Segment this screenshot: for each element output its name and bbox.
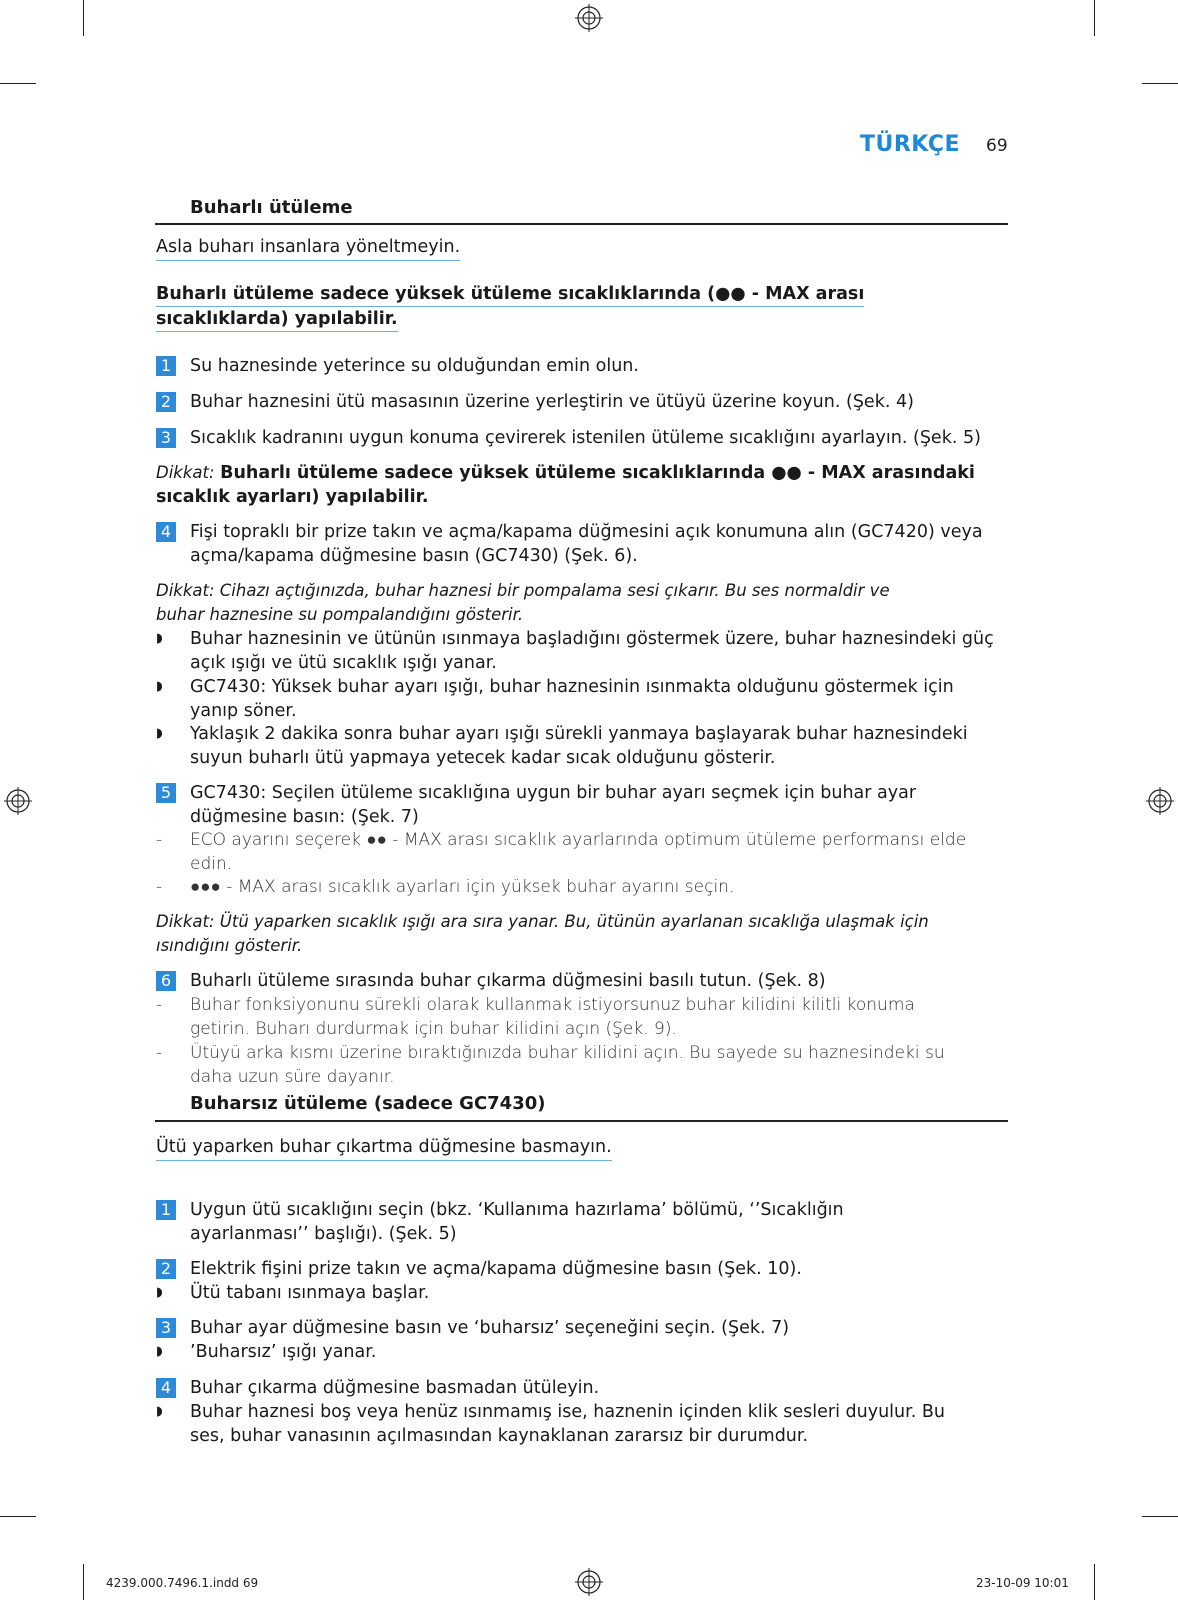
bullet-text: Yaklaşık 2 dakika sonra buhar ayarı ışığı sürekli yanmaya başlayarak buhar haznesindeki suyun buharlı ütü yapmaya yetecek kadar sıcak olduğunu gösterir. <box>190 724 968 768</box>
step-item <box>156 390 1008 414</box>
footer-date: 23-10-09 10:01 <box>976 1576 1069 1590</box>
triangle-bullet-icon: ◗ <box>156 679 163 694</box>
step-number: 1 <box>156 356 176 376</box>
step-item <box>156 1376 1008 1400</box>
language-heading: TÜRKÇE <box>860 132 961 157</box>
step-number: 2 <box>156 1259 176 1279</box>
step-number: 4 <box>156 1378 176 1398</box>
step-number: 4 <box>156 522 176 542</box>
crop-mark <box>0 1516 36 1517</box>
crop-mark <box>1094 1564 1095 1600</box>
crop-mark <box>1142 83 1178 84</box>
step-text: Buhar haznesini ütü masasının üzerine yerleştirin ve ütüyü üzerine koyun. (Şek. 4) <box>190 392 914 412</box>
bullet-text: Ütü tabanı ısınmaya başlar. <box>190 1283 430 1303</box>
step-item <box>156 781 986 829</box>
bullet-item <box>156 627 1008 675</box>
dash-marker: - <box>156 877 163 897</box>
section-rule <box>155 223 1008 225</box>
page-number: 69 <box>986 136 1008 156</box>
crop-mark <box>0 83 36 84</box>
step-item <box>156 969 1008 993</box>
note-box <box>156 282 864 332</box>
caution-label: Dikkat: <box>156 463 215 482</box>
registration-mark-icon <box>575 1568 603 1596</box>
bullet-text: Buhar haznesi boş veya henüz ısınmamış ise, haznenin içinden klik sesleri duyulur. Bu ses, buhar vanasının açılmasından kaynaklanan zararsız bir durumdur. <box>190 1402 945 1446</box>
registration-mark-icon <box>1146 787 1174 815</box>
bullet-text: ’Buharsız’ ışığı yanar. <box>190 1342 377 1362</box>
dash-item <box>156 993 976 1041</box>
step-item <box>156 426 1008 450</box>
caution-note: Dikkat: Ütü yaparken sıcaklık ışığı ara sıra yanar. Bu, ütünün ayarlanan sıcaklığa ulaşmak için ısındığını gösterir. <box>156 912 929 955</box>
step-text: Sıcaklık kadranını uygun konuma çevirerek istenilen ütüleme sıcaklığını ayarlayın. (Şek. 5) <box>190 428 981 448</box>
footer-file: 4239.000.7496.1.indd 69 <box>106 1576 259 1590</box>
note-line: sıcaklıklarda) yapılabilir. <box>156 307 398 332</box>
section-rule <box>155 1120 1008 1122</box>
section-title: Buharsız ütüleme (sadece GC7430) <box>190 1093 546 1114</box>
step-text: Elektrik fişini prize takın ve açma/kapama düğmesine basın (Şek. 10). <box>190 1259 802 1279</box>
step-item <box>156 354 1008 378</box>
dash-text: ●●● - MAX arası sıcaklık ayarları için yüksek buhar ayarını seçin. <box>190 877 735 897</box>
dash-text: ECO ayarını seçerek ●● - MAX arası sıcaklık ayarlarında optimum ütüleme performansı elde edin. <box>190 830 967 874</box>
registration-mark-icon <box>4 787 32 815</box>
step-number: 3 <box>156 428 176 448</box>
step-item <box>156 1198 946 1246</box>
bullet-item <box>156 675 976 723</box>
bullet-item <box>156 722 1008 770</box>
crop-mark <box>1142 1516 1178 1517</box>
step-number: 6 <box>156 971 176 991</box>
step-number: 5 <box>156 783 176 803</box>
bullet-text: Buhar haznesinin ve ütünün ısınmaya başladığını göstermek üzere, buhar haznesindeki güç açık ışığı ve ütü sıcaklık ışığı yanar. <box>190 629 994 673</box>
dash-marker: - <box>156 995 163 1015</box>
bullet-item <box>156 1281 1008 1305</box>
step-item <box>156 1257 1008 1281</box>
bullet-text: GC7430: Yüksek buhar ayarı ışığı, buhar haznesinin ısınmakta olduğunu göstermek için yanıp söner. <box>190 677 954 721</box>
dash-marker: - <box>156 830 163 850</box>
crop-mark <box>83 1564 84 1600</box>
triangle-bullet-icon: ◗ <box>156 726 163 741</box>
dash-item <box>156 875 1008 899</box>
warning-text: Ütü yaparken buhar çıkartma düğmesine basmayın. <box>156 1135 612 1161</box>
caution-note: Dikkat: Cihazı açtığınızda, buhar haznesi bir pompalama sesi çıkarır. Bu ses normaldir ve buhar haznesine su pompalandığını gösterir. <box>156 581 890 624</box>
step-text: Fişi topraklı bir prize takın ve açma/kapama düğmesini açık konumuna alın (GC7420) veya açma/kapama düğmesine basın (GC7430) (Şek. 6). <box>190 522 983 566</box>
step-text: Buhar ayar düğmesine basın ve ‘buharsız’ seçeneğini seçin. (Şek. 7) <box>190 1318 790 1338</box>
crop-mark <box>1094 0 1095 36</box>
bullet-item <box>156 1400 966 1448</box>
step-text: Su haznesinde yeterince su olduğundan emin olun. <box>190 356 639 376</box>
note-line: Buharlı ütüleme sadece yüksek ütüleme sıcaklıklarında (●● - MAX arası <box>156 282 864 307</box>
warning-text: Asla buharı insanlara yöneltmeyin. <box>156 235 460 261</box>
step-number: 2 <box>156 392 176 412</box>
step-text: Buharlı ütüleme sırasında buhar çıkarma düğmesini basılı tutun. (Şek. 8) <box>190 971 826 991</box>
triangle-bullet-icon: ◗ <box>156 1404 163 1419</box>
dash-text: Ütüyü arka kısmı üzerine bıraktığınızda buhar kilidini açın. Bu sayede su haznesindeki su daha uzun süre dayanır. <box>190 1043 945 1087</box>
step-number: 3 <box>156 1318 176 1338</box>
caution-note <box>156 461 986 509</box>
step-item <box>156 1316 1008 1340</box>
dash-marker: - <box>156 1043 163 1063</box>
section-title: Buharlı ütüleme <box>190 197 353 218</box>
triangle-bullet-icon: ◗ <box>156 631 163 646</box>
dash-item <box>156 1041 976 1089</box>
step-item <box>156 520 986 568</box>
step-text: Uygun ütü sıcaklığını seçin (bkz. ‘Kullanıma hazırlama’ bölümü, ‘’Sıcaklığın ayarlanması’’ başlığı). (Şek. 5) <box>190 1200 844 1244</box>
triangle-bullet-icon: ◗ <box>156 1285 163 1300</box>
dash-text: Buhar fonksiyonunu sürekli olarak kullanmak istiyorsunuz buhar kilidini kilitli konuma getirin. Buharı durdurmak için buhar kilidini açın (Şek. 9). <box>190 995 915 1039</box>
caution-text: Buharlı ütüleme sadece yüksek ütüleme sıcaklıklarında ●● - MAX arasındaki sıcaklık ayarları) yapılabilir. <box>156 463 975 507</box>
crop-mark <box>83 0 84 36</box>
step-number: 1 <box>156 1200 176 1220</box>
bullet-item <box>156 1340 1008 1364</box>
step-text: Buhar çıkarma düğmesine basmadan ütüleyin. <box>190 1378 600 1398</box>
registration-mark-icon <box>575 4 603 32</box>
step-text: GC7430: Seçilen ütüleme sıcaklığına uygun bir buhar ayarı seçmek için buhar ayar düğmesine basın: (Şek. 7) <box>190 783 917 827</box>
dash-item <box>156 828 976 876</box>
triangle-bullet-icon: ◗ <box>156 1344 163 1359</box>
